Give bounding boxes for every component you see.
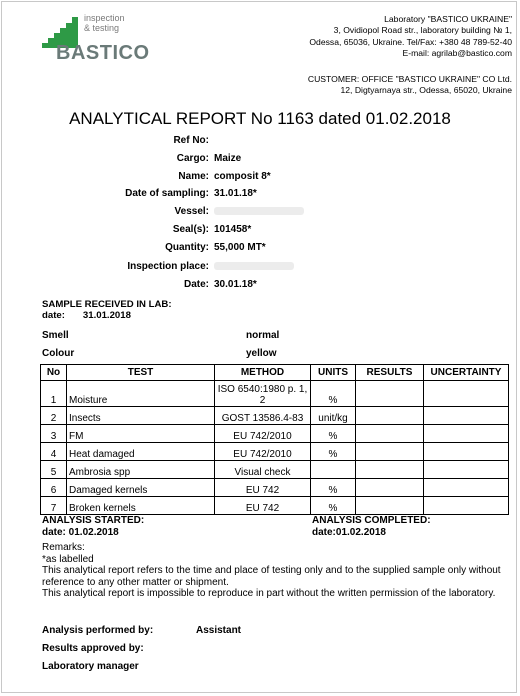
smell-value: normal: [246, 330, 280, 341]
cell-result-redacted: [356, 497, 424, 515]
sample-received-heading: SAMPLE RECEIVED IN LAB:: [42, 299, 172, 310]
cell-result-redacted: [356, 407, 424, 425]
column-header: METHOD: [215, 365, 311, 381]
lab-line: Odessa, 65036, Ukraine. Tel/Fax: +380 48 789-52-40: [309, 36, 512, 47]
report-title: ANALYTICAL REPORT No 1163 dated 01.02.2018: [69, 109, 451, 128]
bastico-logo: [42, 13, 150, 66]
table-row: [41, 407, 509, 425]
cell-units: %: [311, 425, 356, 443]
cell-result-redacted: [356, 381, 424, 407]
column-header: No: [41, 365, 67, 381]
table-row: [41, 479, 509, 497]
field-label: Date of sampling:: [125, 188, 209, 199]
redacted-value: [214, 205, 304, 219]
cell-test: Ambrosia spp: [67, 461, 215, 479]
field-label: Cargo:: [176, 153, 209, 164]
field-label: Seal(s):: [172, 224, 209, 235]
performed-by-role: Assistant: [196, 625, 242, 636]
logo-tagline-1: inspection: [84, 13, 125, 23]
cell-units: %: [311, 479, 356, 497]
field-value: Maize: [214, 153, 242, 164]
field-value: composit 8*: [214, 171, 271, 182]
field-seals: [0, 223, 520, 241]
colour-value: yellow: [246, 348, 277, 359]
lab-line: Laboratory "BASTICO UKRAINE": [384, 14, 512, 24]
field-ref-no: [0, 134, 520, 152]
cell-uncertainty: [424, 461, 509, 479]
cell-test: Heat damaged: [67, 443, 215, 461]
cell-result-redacted: [356, 425, 424, 443]
sample-received: [42, 299, 172, 321]
customer-line: 12, Digtyarnaya str., Odessa, 65020, Ukraine: [340, 85, 512, 96]
cell-test: Moisture: [67, 381, 215, 407]
cell-units: unit/kg: [311, 407, 356, 425]
cell-uncertainty: [424, 443, 509, 461]
field-value: 31.01.18*: [214, 188, 257, 199]
analysis-completed: [312, 515, 431, 538]
table-row: [41, 381, 509, 407]
remarks-paragraph-2: This analytical report is impossible to reproduce in part without the written permission of the laboratory.: [42, 588, 496, 600]
field-label: Inspection place:: [127, 261, 209, 272]
field-label: Date:: [183, 279, 209, 290]
sample-date-value: 31.01.2018: [82, 310, 131, 321]
cell-no: 6: [41, 479, 67, 497]
field-date-of-sampling: [0, 187, 520, 205]
field-value: 55,000 MT*: [214, 242, 266, 253]
test-results-table: [40, 364, 509, 515]
smell-label: Smell: [42, 330, 69, 341]
cell-method: GOST 13586.4-83: [215, 407, 311, 425]
table-row: [41, 443, 509, 461]
remarks-section: [42, 542, 502, 600]
remarks-label: Remarks:: [42, 542, 85, 553]
field-value: 30.01.18*: [214, 279, 257, 290]
field-label: Vessel:: [174, 206, 209, 217]
cell-test: Broken kernels: [67, 497, 215, 515]
cell-units: [311, 461, 356, 479]
field-label: Ref No:: [173, 135, 209, 146]
cell-no: 1: [41, 381, 67, 407]
analysis-completed-label: ANALYSIS COMPLETED:: [312, 515, 431, 526]
cell-units: %: [311, 497, 356, 515]
cell-result-redacted: [356, 461, 424, 479]
field-vessel: [0, 205, 520, 223]
table-header-row: [41, 365, 509, 381]
customer-line: CUSTOMER: OFFICE "BASTICO UKRAINE" CO Ltd.: [307, 74, 512, 84]
redacted-value: [214, 260, 294, 274]
cell-no: 5: [41, 461, 67, 479]
cell-method: EU 742: [215, 497, 311, 515]
cell-no: 2: [41, 407, 67, 425]
cell-result-redacted: [356, 479, 424, 497]
cell-test: FM: [67, 425, 215, 443]
performed-by-label: Analysis performed by:: [42, 625, 154, 636]
field-label: Name:: [178, 171, 209, 182]
colour-label: Colour: [42, 348, 75, 359]
cell-uncertainty: [424, 497, 509, 515]
approved-by-label: Results approved by:: [42, 643, 144, 654]
analysis-started-label: ANALYSIS STARTED:: [42, 515, 145, 526]
column-header: RESULTS: [356, 365, 424, 381]
cell-test: Damaged kernels: [67, 479, 215, 497]
laboratory-manager-label: Laboratory manager: [42, 661, 139, 672]
cell-test: Insects: [67, 407, 215, 425]
cell-method: EU 742/2010: [215, 425, 311, 443]
cell-no: 4: [41, 443, 67, 461]
field-quantity: [0, 241, 520, 259]
cell-no: 3: [41, 425, 67, 443]
analysis-completed-date: date:01.02.2018: [312, 526, 386, 538]
lab-line: 3, Ovidiopol Road str., laboratory building № 1,: [333, 25, 512, 36]
cell-no: 7: [41, 497, 67, 515]
logo-brand-name: BASTICO: [56, 42, 150, 64]
table-row: [41, 497, 509, 515]
field-value: 101458*: [214, 224, 252, 235]
sample-date-label: date:: [42, 310, 65, 321]
customer-address: [212, 74, 512, 97]
analysis-started-date: date: 01.02.2018: [42, 526, 119, 538]
cell-method: ISO 6540:1980 p. 1, 2: [215, 381, 311, 407]
cell-uncertainty: [424, 425, 509, 443]
column-header: UNCERTAINTY: [424, 365, 509, 381]
field-label: Quantity:: [165, 242, 209, 253]
field-cargo: [0, 152, 520, 170]
cell-result-redacted: [356, 443, 424, 461]
analysis-started: [42, 515, 144, 538]
cell-method: EU 742: [215, 479, 311, 497]
table-row: [41, 425, 509, 443]
cell-units: %: [311, 443, 356, 461]
cell-uncertainty: [424, 381, 509, 407]
cell-units: %: [311, 381, 356, 407]
column-header: UNITS: [311, 365, 356, 381]
logo-tagline-2: & testing: [84, 23, 120, 33]
cell-uncertainty: [424, 407, 509, 425]
field-name: [0, 170, 520, 188]
column-header: TEST: [67, 365, 215, 381]
lab-line: E-mail: agrilab@bastico.com: [402, 48, 512, 59]
field-date: [0, 278, 520, 296]
remarks-note: *as labelled: [42, 553, 94, 565]
cell-uncertainty: [424, 479, 509, 497]
table-row: [41, 461, 509, 479]
cell-method: Visual check: [215, 461, 311, 479]
cell-method: EU 742/2010: [215, 443, 311, 461]
field-inspection-place: [0, 260, 520, 278]
laboratory-address: [212, 14, 512, 60]
remarks-paragraph-1: This analytical report refers to the time and place of testing only and to the supplied sample only without reference to any other matter or shipment.: [42, 565, 501, 588]
